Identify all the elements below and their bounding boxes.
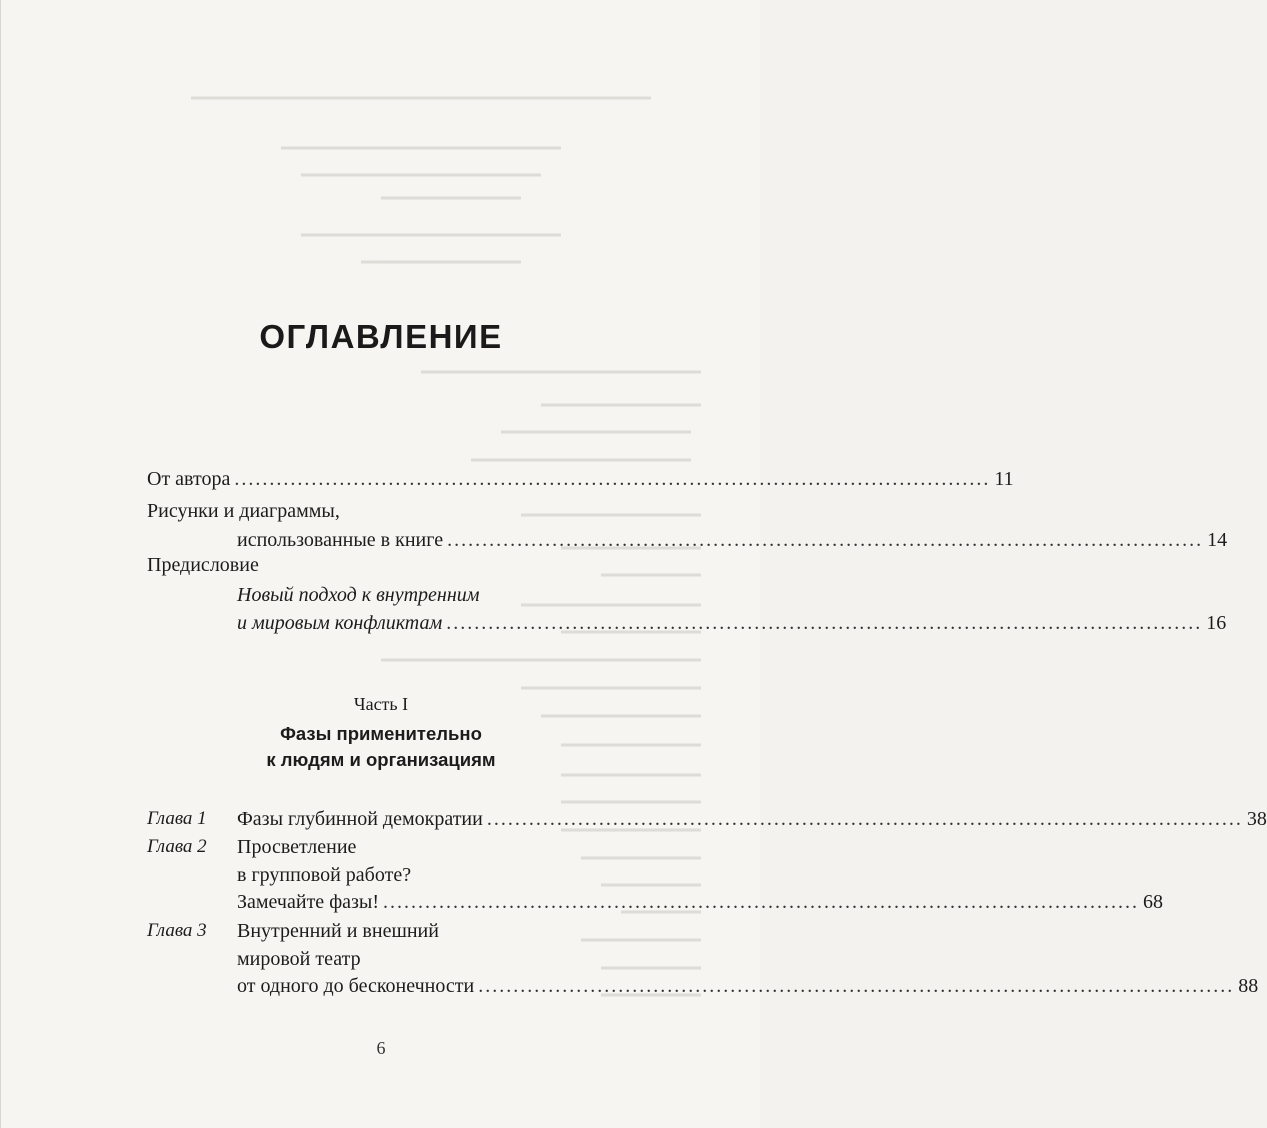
part-title-line2: к людям и организациям (266, 749, 496, 770)
toc-entry-page: 68 (1143, 891, 1164, 913)
toc-entry-title: От автора (147, 468, 231, 490)
chapter-2-label: Глава 2 (147, 836, 207, 857)
toc-entry-page: 11 (994, 468, 1014, 490)
chapter-3-title-line2: мировой театр (237, 948, 361, 970)
chapter-3-title-line1: Внутренний и внешний (237, 920, 439, 942)
dot-leader: ............................................................................................................ (234, 468, 991, 490)
toc-entry-preface[interactable] (237, 610, 1227, 636)
chapter-2-title-line2: в групповой работе? (237, 864, 412, 886)
toc-entry-title: Фазы глубинной демократии (237, 808, 483, 830)
toc-entry-page: 14 (1207, 529, 1228, 551)
dot-leader: ............................................................................................................ (486, 808, 1243, 830)
toc-entry-title: Замечайте фазы! (237, 891, 380, 913)
chapter-2-title-line1: Просветление (237, 836, 357, 858)
page-number: 6 (376, 1038, 386, 1058)
part-label: Часть I (353, 694, 409, 714)
toc-entry-chapter-3[interactable] (237, 973, 1259, 999)
toc-heading: ОГЛАВЛЕНИЕ (259, 318, 503, 355)
toc-entry-title: от одного до бесконечности (237, 975, 475, 997)
toc-entry-page: 16 (1206, 612, 1227, 634)
toc-entry-preface-title: Предисловие (147, 554, 259, 576)
toc-entry-title: и мировым конфликтам (237, 612, 443, 634)
toc-entry-figures-line1: Рисунки и диаграммы, (147, 500, 340, 522)
toc-entry-page: 38 (1246, 808, 1267, 830)
dot-leader: ............................................................................................................ (478, 975, 1235, 997)
toc-entry-from-author[interactable] (147, 466, 1014, 492)
toc-entry-chapter-2[interactable] (237, 889, 1164, 915)
toc-entry-figures[interactable] (237, 527, 1228, 553)
toc-entry-page: 88 (1238, 975, 1259, 997)
toc-entry-title: использованные в книге (237, 529, 444, 551)
dot-leader: ............................................................................................................ (383, 891, 1140, 913)
toc-entry-chapter-1[interactable] (237, 806, 1267, 832)
dot-leader: ............................................................................................................ (447, 529, 1204, 551)
dot-leader: ............................................................................................................ (446, 612, 1203, 634)
chapter-3-label: Глава 3 (147, 920, 207, 941)
chapter-1-label: Глава 1 (147, 808, 207, 829)
toc-entry-preface-subtitle-line1: Новый подход к внутренним (237, 584, 480, 606)
part-title-line1: Фазы применительно (280, 723, 482, 744)
table-of-contents (1, 0, 1267, 1128)
